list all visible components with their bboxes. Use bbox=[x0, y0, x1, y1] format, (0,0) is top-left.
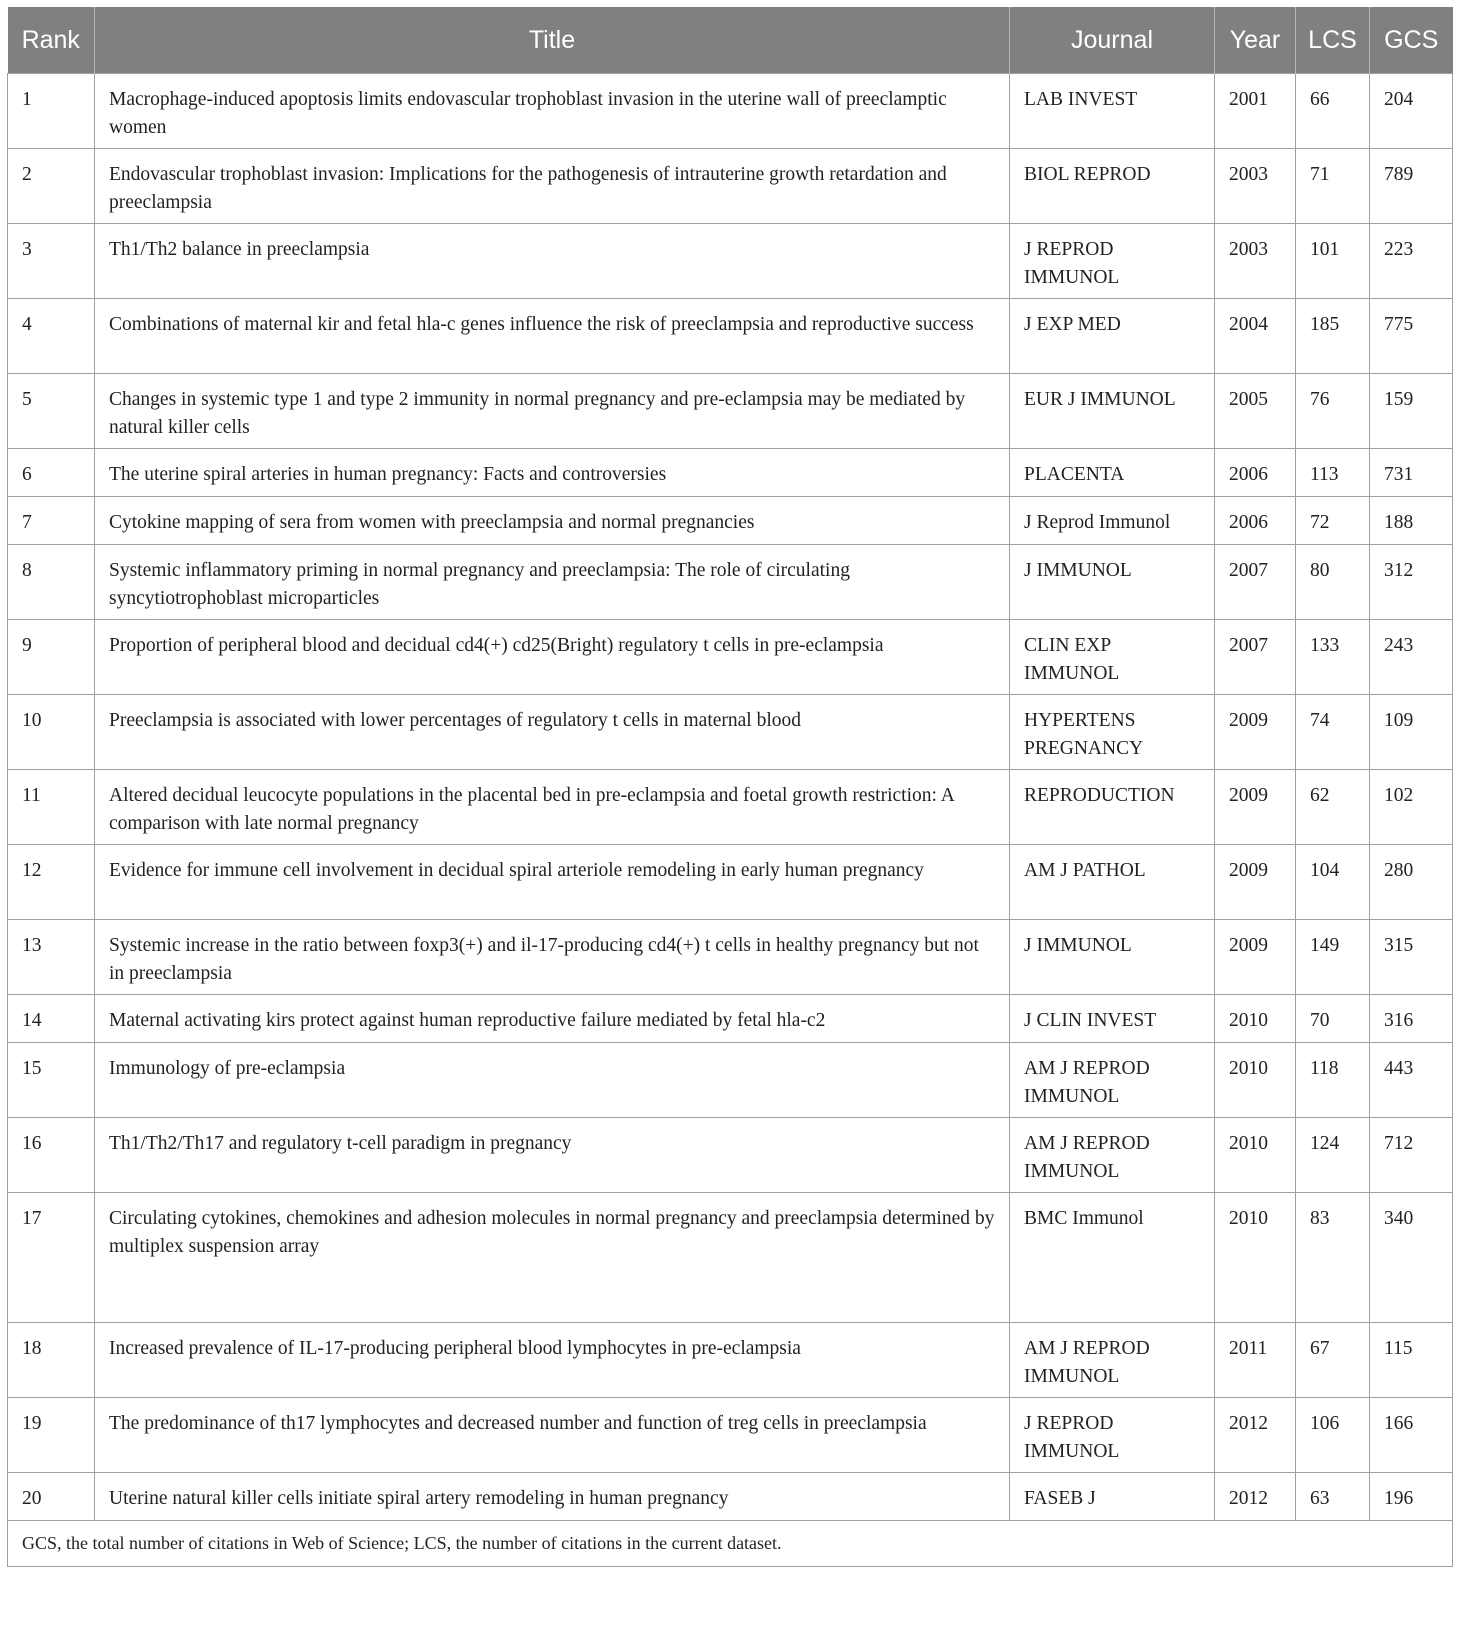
table-row bbox=[8, 1118, 1453, 1193]
cell-gcs: 316 bbox=[1370, 995, 1453, 1043]
cell-gcs: 775 bbox=[1370, 299, 1453, 374]
cell-year: 2005 bbox=[1215, 374, 1296, 449]
cell-year: 2009 bbox=[1215, 770, 1296, 845]
cell-year: 2012 bbox=[1215, 1398, 1296, 1473]
cell-journal: J CLIN INVEST bbox=[1010, 995, 1215, 1043]
cell-gcs: 109 bbox=[1370, 695, 1453, 770]
cell-lcs: 133 bbox=[1296, 620, 1370, 695]
cell-lcs: 106 bbox=[1296, 1398, 1370, 1473]
cell-title: Proportion of peripheral blood and decidual cd4(+) cd25(Bright) regulatory t cells in pre-eclampsia bbox=[95, 620, 1010, 695]
cell-title: Combinations of maternal kir and fetal hla-c genes influence the risk of preeclampsia and reproductive success bbox=[95, 299, 1010, 374]
header-row bbox=[8, 7, 1453, 74]
cell-lcs: 149 bbox=[1296, 920, 1370, 995]
table-row bbox=[8, 995, 1453, 1043]
cell-year: 2011 bbox=[1215, 1323, 1296, 1398]
cell-rank: 8 bbox=[8, 545, 95, 620]
cell-gcs: 731 bbox=[1370, 449, 1453, 497]
cell-year: 2001 bbox=[1215, 74, 1296, 149]
table-row bbox=[8, 1473, 1453, 1521]
cell-rank: 5 bbox=[8, 374, 95, 449]
cell-lcs: 124 bbox=[1296, 1118, 1370, 1193]
cell-journal: BMC Immunol bbox=[1010, 1193, 1215, 1323]
cell-year: 2009 bbox=[1215, 920, 1296, 995]
cell-journal: LAB INVEST bbox=[1010, 74, 1215, 149]
table-row bbox=[8, 449, 1453, 497]
cell-title: Systemic increase in the ratio between foxp3(+) and il-17-producing cd4(+) t cells in healthy pregnancy but not in preeclampsia bbox=[95, 920, 1010, 995]
cell-lcs: 67 bbox=[1296, 1323, 1370, 1398]
cell-gcs: 102 bbox=[1370, 770, 1453, 845]
table-body bbox=[8, 74, 1453, 1521]
cell-lcs: 80 bbox=[1296, 545, 1370, 620]
cell-gcs: 204 bbox=[1370, 74, 1453, 149]
cell-journal: AM J REPROD IMMUNOL bbox=[1010, 1118, 1215, 1193]
citation-table-container bbox=[7, 7, 1452, 1567]
header-title: Title bbox=[95, 7, 1010, 74]
table-row bbox=[8, 224, 1453, 299]
table-row bbox=[8, 770, 1453, 845]
cell-gcs: 340 bbox=[1370, 1193, 1453, 1323]
cell-gcs: 243 bbox=[1370, 620, 1453, 695]
cell-rank: 1 bbox=[8, 74, 95, 149]
cell-rank: 3 bbox=[8, 224, 95, 299]
cell-title: Cytokine mapping of sera from women with preeclampsia and normal pregnancies bbox=[95, 497, 1010, 545]
cell-rank: 12 bbox=[8, 845, 95, 920]
cell-gcs: 789 bbox=[1370, 149, 1453, 224]
footnote: GCS, the total number of citations in Web of Science; LCS, the number of citations in the current dataset. bbox=[8, 1521, 1453, 1567]
cell-gcs: 280 bbox=[1370, 845, 1453, 920]
cell-year: 2010 bbox=[1215, 1193, 1296, 1323]
cell-lcs: 83 bbox=[1296, 1193, 1370, 1323]
cell-journal: J REPROD IMMUNOL bbox=[1010, 224, 1215, 299]
cell-journal: EUR J IMMUNOL bbox=[1010, 374, 1215, 449]
cell-year: 2003 bbox=[1215, 224, 1296, 299]
table-row bbox=[8, 1043, 1453, 1118]
table-row bbox=[8, 845, 1453, 920]
cell-year: 2004 bbox=[1215, 299, 1296, 374]
table-row bbox=[8, 149, 1453, 224]
cell-lcs: 62 bbox=[1296, 770, 1370, 845]
cell-rank: 15 bbox=[8, 1043, 95, 1118]
cell-lcs: 72 bbox=[1296, 497, 1370, 545]
table-row bbox=[8, 695, 1453, 770]
cell-title: Th1/Th2 balance in preeclampsia bbox=[95, 224, 1010, 299]
cell-journal: J IMMUNOL bbox=[1010, 920, 1215, 995]
cell-journal: BIOL REPROD bbox=[1010, 149, 1215, 224]
table-row bbox=[8, 374, 1453, 449]
cell-rank: 7 bbox=[8, 497, 95, 545]
cell-journal: AM J PATHOL bbox=[1010, 845, 1215, 920]
cell-year: 2009 bbox=[1215, 695, 1296, 770]
table-row bbox=[8, 1398, 1453, 1473]
header-gcs: GCS bbox=[1370, 7, 1453, 74]
cell-rank: 16 bbox=[8, 1118, 95, 1193]
cell-rank: 6 bbox=[8, 449, 95, 497]
table-row bbox=[8, 74, 1453, 149]
cell-year: 2007 bbox=[1215, 545, 1296, 620]
cell-journal: J REPROD IMMUNOL bbox=[1010, 1398, 1215, 1473]
table-footer bbox=[8, 1521, 1453, 1567]
table-row bbox=[8, 620, 1453, 695]
header-lcs: LCS bbox=[1296, 7, 1370, 74]
cell-gcs: 443 bbox=[1370, 1043, 1453, 1118]
cell-journal: HYPERTENS PREGNANCY bbox=[1010, 695, 1215, 770]
cell-lcs: 104 bbox=[1296, 845, 1370, 920]
cell-gcs: 188 bbox=[1370, 497, 1453, 545]
cell-gcs: 312 bbox=[1370, 545, 1453, 620]
cell-journal: AM J REPROD IMMUNOL bbox=[1010, 1043, 1215, 1118]
citation-table bbox=[7, 7, 1453, 1567]
cell-lcs: 76 bbox=[1296, 374, 1370, 449]
cell-journal: J Reprod Immunol bbox=[1010, 497, 1215, 545]
cell-title: Systemic inflammatory priming in normal pregnancy and preeclampsia: The role of circulating syncytiotrophoblast microparticles bbox=[95, 545, 1010, 620]
cell-title: The uterine spiral arteries in human pregnancy: Facts and controversies bbox=[95, 449, 1010, 497]
cell-title: Endovascular trophoblast invasion: Implications for the pathogenesis of intrauterine growth retardation and preeclampsia bbox=[95, 149, 1010, 224]
cell-lcs: 66 bbox=[1296, 74, 1370, 149]
cell-title: Evidence for immune cell involvement in decidual spiral arteriole remodeling in early human pregnancy bbox=[95, 845, 1010, 920]
cell-title: The predominance of th17 lymphocytes and decreased number and function of treg cells in preeclampsia bbox=[95, 1398, 1010, 1473]
cell-year: 2012 bbox=[1215, 1473, 1296, 1521]
cell-lcs: 118 bbox=[1296, 1043, 1370, 1118]
cell-rank: 20 bbox=[8, 1473, 95, 1521]
cell-gcs: 159 bbox=[1370, 374, 1453, 449]
cell-rank: 2 bbox=[8, 149, 95, 224]
header-rank: Rank bbox=[8, 7, 95, 74]
cell-gcs: 166 bbox=[1370, 1398, 1453, 1473]
cell-lcs: 71 bbox=[1296, 149, 1370, 224]
cell-journal: J IMMUNOL bbox=[1010, 545, 1215, 620]
cell-journal: FASEB J bbox=[1010, 1473, 1215, 1521]
cell-journal: J EXP MED bbox=[1010, 299, 1215, 374]
cell-year: 2009 bbox=[1215, 845, 1296, 920]
table-row bbox=[8, 545, 1453, 620]
cell-year: 2010 bbox=[1215, 1118, 1296, 1193]
cell-title: Increased prevalence of IL-17-producing peripheral blood lymphocytes in pre-eclampsia bbox=[95, 1323, 1010, 1398]
cell-gcs: 196 bbox=[1370, 1473, 1453, 1521]
cell-journal: PLACENTA bbox=[1010, 449, 1215, 497]
cell-title: Preeclampsia is associated with lower percentages of regulatory t cells in maternal blood bbox=[95, 695, 1010, 770]
header-journal: Journal bbox=[1010, 7, 1215, 74]
cell-year: 2006 bbox=[1215, 497, 1296, 545]
cell-year: 2006 bbox=[1215, 449, 1296, 497]
footnote-row bbox=[8, 1521, 1453, 1567]
cell-title: Uterine natural killer cells initiate spiral artery remodeling in human pregnancy bbox=[95, 1473, 1010, 1521]
cell-rank: 13 bbox=[8, 920, 95, 995]
cell-gcs: 315 bbox=[1370, 920, 1453, 995]
cell-title: Changes in systemic type 1 and type 2 immunity in normal pregnancy and pre-eclampsia may be mediated by natural killer cells bbox=[95, 374, 1010, 449]
cell-lcs: 63 bbox=[1296, 1473, 1370, 1521]
cell-year: 2003 bbox=[1215, 149, 1296, 224]
cell-lcs: 113 bbox=[1296, 449, 1370, 497]
table-row bbox=[8, 1323, 1453, 1398]
cell-title: Macrophage-induced apoptosis limits endovascular trophoblast invasion in the uterine wall of preeclamptic women bbox=[95, 74, 1010, 149]
cell-title: Circulating cytokines, chemokines and adhesion molecules in normal pregnancy and preeclampsia determined by multiplex suspension array bbox=[95, 1193, 1010, 1323]
table-row bbox=[8, 920, 1453, 995]
cell-title: Th1/Th2/Th17 and regulatory t-cell paradigm in pregnancy bbox=[95, 1118, 1010, 1193]
cell-gcs: 115 bbox=[1370, 1323, 1453, 1398]
cell-journal: REPRODUCTION bbox=[1010, 770, 1215, 845]
table-row bbox=[8, 1193, 1453, 1323]
cell-title: Immunology of pre-eclampsia bbox=[95, 1043, 1010, 1118]
cell-year: 2007 bbox=[1215, 620, 1296, 695]
table-header bbox=[8, 7, 1453, 74]
cell-title: Maternal activating kirs protect against human reproductive failure mediated by fetal hla-c2 bbox=[95, 995, 1010, 1043]
cell-gcs: 712 bbox=[1370, 1118, 1453, 1193]
cell-lcs: 70 bbox=[1296, 995, 1370, 1043]
cell-year: 2010 bbox=[1215, 1043, 1296, 1118]
cell-lcs: 101 bbox=[1296, 224, 1370, 299]
cell-lcs: 185 bbox=[1296, 299, 1370, 374]
cell-rank: 10 bbox=[8, 695, 95, 770]
cell-year: 2010 bbox=[1215, 995, 1296, 1043]
cell-rank: 14 bbox=[8, 995, 95, 1043]
cell-rank: 9 bbox=[8, 620, 95, 695]
cell-lcs: 74 bbox=[1296, 695, 1370, 770]
cell-rank: 19 bbox=[8, 1398, 95, 1473]
header-year: Year bbox=[1215, 7, 1296, 74]
cell-rank: 11 bbox=[8, 770, 95, 845]
table-row bbox=[8, 497, 1453, 545]
cell-gcs: 223 bbox=[1370, 224, 1453, 299]
cell-title: Altered decidual leucocyte populations in the placental bed in pre-eclampsia and foetal growth restriction: A comparison with late normal pregnancy bbox=[95, 770, 1010, 845]
cell-journal: AM J REPROD IMMUNOL bbox=[1010, 1323, 1215, 1398]
cell-journal: CLIN EXP IMMUNOL bbox=[1010, 620, 1215, 695]
cell-rank: 17 bbox=[8, 1193, 95, 1323]
cell-rank: 18 bbox=[8, 1323, 95, 1398]
cell-rank: 4 bbox=[8, 299, 95, 374]
table-row bbox=[8, 299, 1453, 374]
